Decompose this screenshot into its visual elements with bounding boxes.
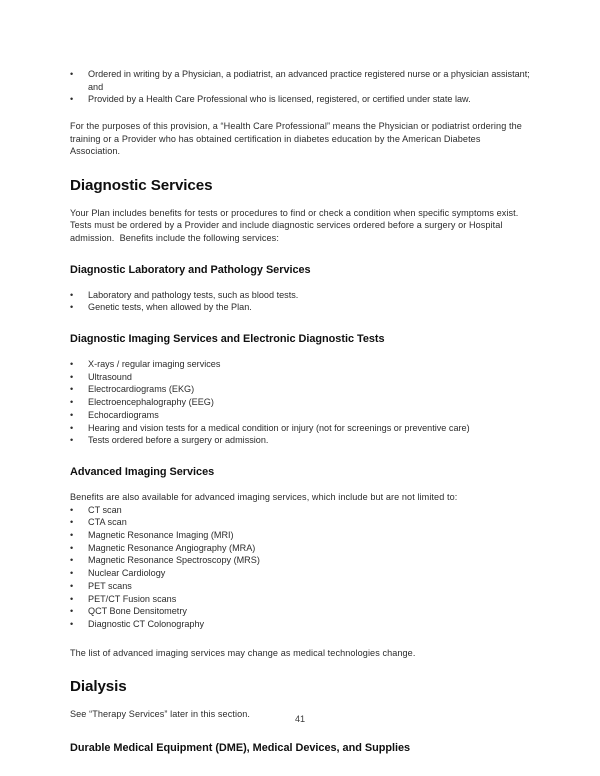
list-item [70, 605, 532, 618]
list-item-text: Genetic tests, when allowed by the Plan. [88, 302, 252, 313]
list-item [70, 516, 532, 529]
bullet-icon: • [70, 580, 74, 591]
bullet-icon: • [70, 359, 74, 370]
bullet-icon: • [70, 94, 74, 105]
list-item [70, 289, 532, 302]
list-item [70, 301, 532, 314]
list-item-text: Provided by a Health Care Professional who is licensed, registered, or certified under state law. [88, 94, 471, 105]
imaging-electronic-bullet-list [70, 358, 532, 447]
list-item [70, 554, 532, 567]
list-item-text: CTA scan [88, 517, 127, 528]
list-item-text: CT scan [88, 504, 122, 515]
advanced-imaging-bullet-list [70, 504, 532, 631]
subheading-dme: Durable Medical Equipment (DME), Medical Devices, and Supplies [70, 741, 411, 754]
page-content [70, 68, 532, 755]
list-item-text: Tests ordered before a surgery or admission. [88, 435, 269, 446]
subheading-imaging-electronic: Diagnostic Imaging Services and Electronic Diagnostic Tests [70, 333, 385, 346]
lab-pathology-bullet-list [70, 289, 532, 314]
advanced-imaging-intro: Benefits are also available for advanced imaging services, which include but are not limited to: [70, 492, 458, 502]
intro-paragraph: For the purposes of this provision, a “Health Care Professional” means the Physician or podiatrist ordering the training or a Provider who has obtained certification in diabetes education by the American Diabetes Association. [70, 121, 525, 157]
bullet-icon: • [70, 542, 74, 553]
bullet-icon: • [70, 409, 74, 420]
list-item-text: PET scans [88, 580, 132, 591]
list-item [70, 422, 532, 435]
bullet-icon: • [70, 618, 74, 629]
bullet-icon: • [70, 435, 74, 446]
list-item-text: Ultrasound [88, 371, 132, 382]
list-item-text: Echocardiograms [88, 409, 159, 420]
list-item-text: Nuclear Cardiology [88, 568, 166, 579]
bullet-icon: • [70, 302, 74, 313]
list-item [70, 567, 532, 580]
bullet-icon: • [70, 289, 74, 300]
list-item [70, 529, 532, 542]
bullet-icon: • [70, 504, 74, 515]
bullet-icon: • [70, 593, 74, 604]
bullet-icon: • [70, 606, 74, 617]
subheading-lab-pathology: Diagnostic Laboratory and Pathology Services [70, 263, 311, 276]
bullet-icon: • [70, 384, 74, 395]
list-item [70, 593, 532, 606]
bullet-icon: • [70, 555, 74, 566]
list-item [70, 580, 532, 593]
list-item [70, 371, 532, 384]
list-item-text: PET/CT Fusion scans [88, 593, 177, 604]
list-item-text: Hearing and vision tests for a medical condition or injury (not for screenings or preventive care) [88, 422, 470, 433]
bullet-icon: • [70, 517, 74, 528]
list-item [70, 93, 532, 106]
bullet-icon: • [70, 397, 74, 408]
bullet-icon: • [70, 371, 74, 382]
list-item [70, 383, 532, 396]
list-item [70, 358, 532, 371]
bullet-icon: • [70, 530, 74, 540]
bullet-icon: • [70, 69, 74, 79]
list-item [70, 68, 532, 93]
list-item-text: Electroencephalography (EEG) [88, 397, 214, 408]
list-item-text: Magnetic Resonance Spectroscopy (MRS) [88, 555, 260, 566]
list-item [70, 618, 532, 631]
section-heading-diagnostic-services: Diagnostic Services [70, 176, 213, 194]
list-item-text: X-rays / regular imaging services [88, 359, 221, 370]
page-number: 41 [294, 714, 306, 724]
list-item [70, 542, 532, 555]
list-item [70, 434, 532, 447]
list-item [70, 409, 532, 422]
list-item [70, 504, 532, 517]
list-item-text: Electrocardiograms (EKG) [88, 384, 195, 395]
list-item-text: QCT Bone Densitometry [88, 606, 187, 617]
list-item-text: Laboratory and pathology tests, such as blood tests. [88, 289, 299, 300]
diagnostic-services-paragraph: Your Plan includes benefits for tests or procedures to find or check a condition when specific symptoms exist. Tests must be ordered by a Provider and include diagnostic services ordered before a surgery or Hospital admission. Benefits include the following services: [70, 207, 524, 244]
list-item [70, 396, 532, 409]
top-bullet-list [70, 68, 532, 106]
bullet-icon: • [70, 568, 74, 579]
section-heading-dialysis: Dialysis [70, 678, 127, 696]
list-item-text: Magnetic Resonance Angiography (MRA) [88, 542, 256, 553]
list-item-text: Ordered in writing by a Physician, a podiatrist, an advanced practice registered nurse or a physician assistant; and [88, 69, 530, 92]
dialysis-paragraph: See “Therapy Services” later in this section. [70, 709, 250, 720]
subheading-advanced-imaging: Advanced Imaging Services [70, 466, 215, 478]
bullet-icon: • [70, 422, 74, 433]
advanced-imaging-closing: The list of advanced imaging services may change as medical technologies change. [70, 647, 416, 658]
list-item-text: Diagnostic CT Colonography [88, 618, 205, 629]
list-item-text: Magnetic Resonance Imaging (MRI) [88, 530, 234, 540]
